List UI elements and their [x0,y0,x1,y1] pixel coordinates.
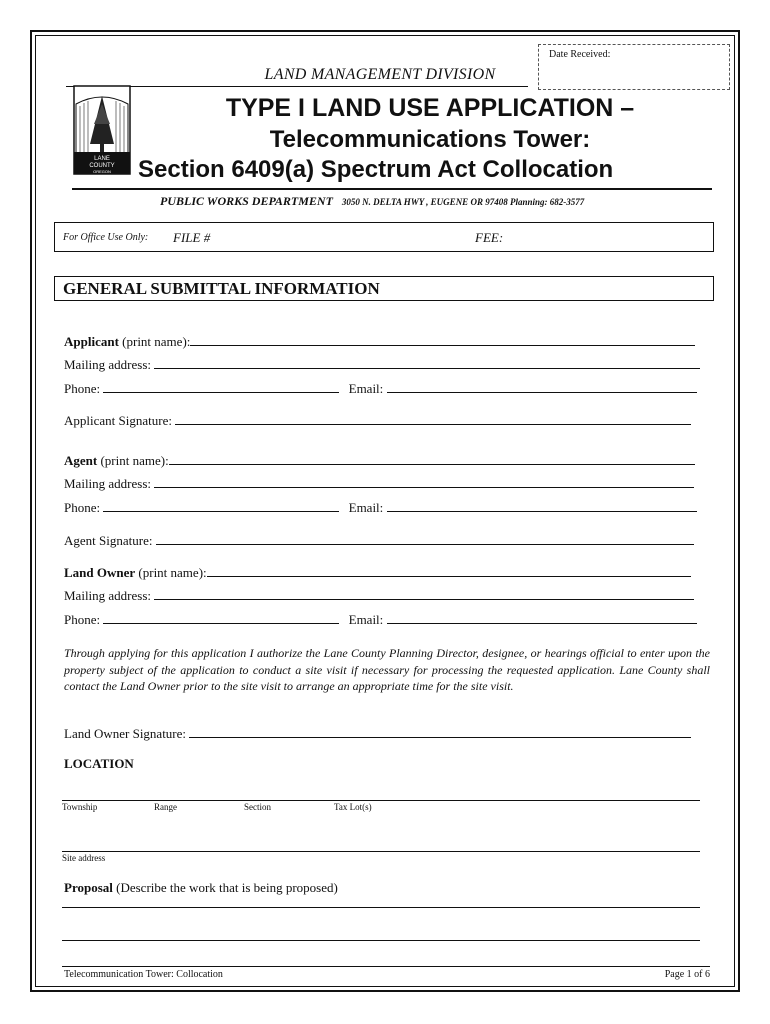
agent-email-label: Email: [348,500,384,515]
owner-email-field[interactable] [387,612,697,624]
agent-name-row [64,453,695,469]
department-address: 3050 N. DELTA HWY , EUGENE OR 97408 Planning: 682-3577 [341,197,585,207]
section-title: GENERAL SUBMITTAL INFORMATION [54,276,714,301]
owner-contact-row [64,612,697,628]
division-underline [238,86,528,87]
owner-mailing-label: Mailing address: [64,588,152,603]
proposal-title-row [64,880,338,896]
applicant-phone-label: Phone: [64,381,101,396]
footer-page-number: Page 1 of 6 [664,969,710,980]
proposal-line-2[interactable] [62,940,700,941]
date-received-label: Date Received: [549,49,611,60]
site-address-label: Site address [62,853,106,863]
site-address-line[interactable] [62,851,700,852]
owner-signature-field[interactable] [189,726,691,738]
owner-label: Land Owner [64,565,136,580]
agent-mailing-label: Mailing address: [64,476,152,491]
owner-signature-label: Land Owner Signature: [64,726,187,741]
agent-mailing-field[interactable] [154,476,694,488]
footer-document-title: Telecommunication Tower: Collocation [64,969,223,980]
location-line[interactable] [62,800,700,801]
applicant-signature-row [64,413,691,429]
agent-name-field[interactable] [169,453,695,465]
applicant-signature-label: Applicant Signature: [64,413,172,428]
lane-county-logo [72,84,132,176]
applicant-mailing-label: Mailing address: [64,357,152,372]
applicant-email-field[interactable] [387,381,697,393]
department-line [160,194,584,209]
applicant-phone-field[interactable] [103,381,339,393]
applicant-signature-field[interactable] [175,413,691,425]
agent-signature-label: Agent Signature: [64,533,153,548]
applicant-print-name-label: (print name): [118,334,191,349]
logo-text-county: COUNTY [89,163,115,169]
footer-rule [62,966,710,967]
title-line-1: TYPE I LAND USE APPLICATION – [225,94,635,122]
title-line-3: Section 6409(a) Spectrum Act Collocation [138,156,614,183]
applicant-name-field[interactable] [190,334,695,346]
township-label: Township [62,802,98,812]
title-rule [72,188,712,190]
owner-print-name-label: (print name): [135,565,207,580]
agent-label: Agent [64,453,98,468]
applicant-email-label: Email: [348,381,384,396]
agent-email-field[interactable] [387,500,697,512]
owner-mailing-row [64,588,694,604]
agent-signature-row [64,533,694,549]
date-received-box[interactable] [538,44,730,90]
applicant-label: Applicant [64,334,119,349]
owner-mailing-field[interactable] [154,588,694,600]
tax-lots-label: Tax Lot(s) [334,802,372,812]
file-number-field[interactable]: FILE # [173,230,211,245]
owner-phone-field[interactable] [103,612,339,624]
office-use-box [54,222,714,252]
owner-name-field[interactable] [207,565,691,577]
location-title: LOCATION [64,756,134,771]
applicant-name-row [64,334,695,350]
agent-phone-label: Phone: [64,500,101,515]
range-label: Range [154,802,177,812]
title-line-2: Telecommunications Tower: [269,126,591,153]
office-use-label: For Office Use Only: [63,232,149,243]
applicant-mailing-field[interactable] [154,357,700,369]
agent-phone-field[interactable] [103,500,339,512]
applicant-contact-row [64,381,697,397]
division-name: LAND MANAGEMENT DIVISION [264,66,496,83]
logo-text-lane: LANE [94,156,110,162]
proposal-label: Proposal [64,880,113,895]
agent-print-name-label: (print name): [97,453,169,468]
department-name: PUBLIC WORKS DEPARTMENT [160,194,333,208]
fee-field[interactable]: FEE: [475,230,504,245]
owner-signature-row [64,726,691,742]
logo-text-oregon: OREGON [93,169,111,174]
proposal-line-1[interactable] [62,907,700,908]
applicant-mailing-row [64,357,700,373]
agent-signature-field[interactable] [156,533,694,545]
owner-phone-label: Phone: [64,612,101,627]
owner-email-label: Email: [348,612,384,627]
owner-name-row [64,565,691,581]
owner-authorization-text: Through applying for this application I authorize the Lane County Planning Director, designee, or hearings official to enter upon the property subject of the application to conduct a site visit if necessary for processing the requested application. Lane County shall contact the Land Owner prior to the site visit to arrange an appropriate time for the site visit. [64,646,710,693]
section-label: Section [244,802,271,812]
agent-contact-row [64,500,697,516]
proposal-instructions: (Describe the work that is being proposed) [112,880,338,895]
agent-mailing-row [64,476,694,492]
